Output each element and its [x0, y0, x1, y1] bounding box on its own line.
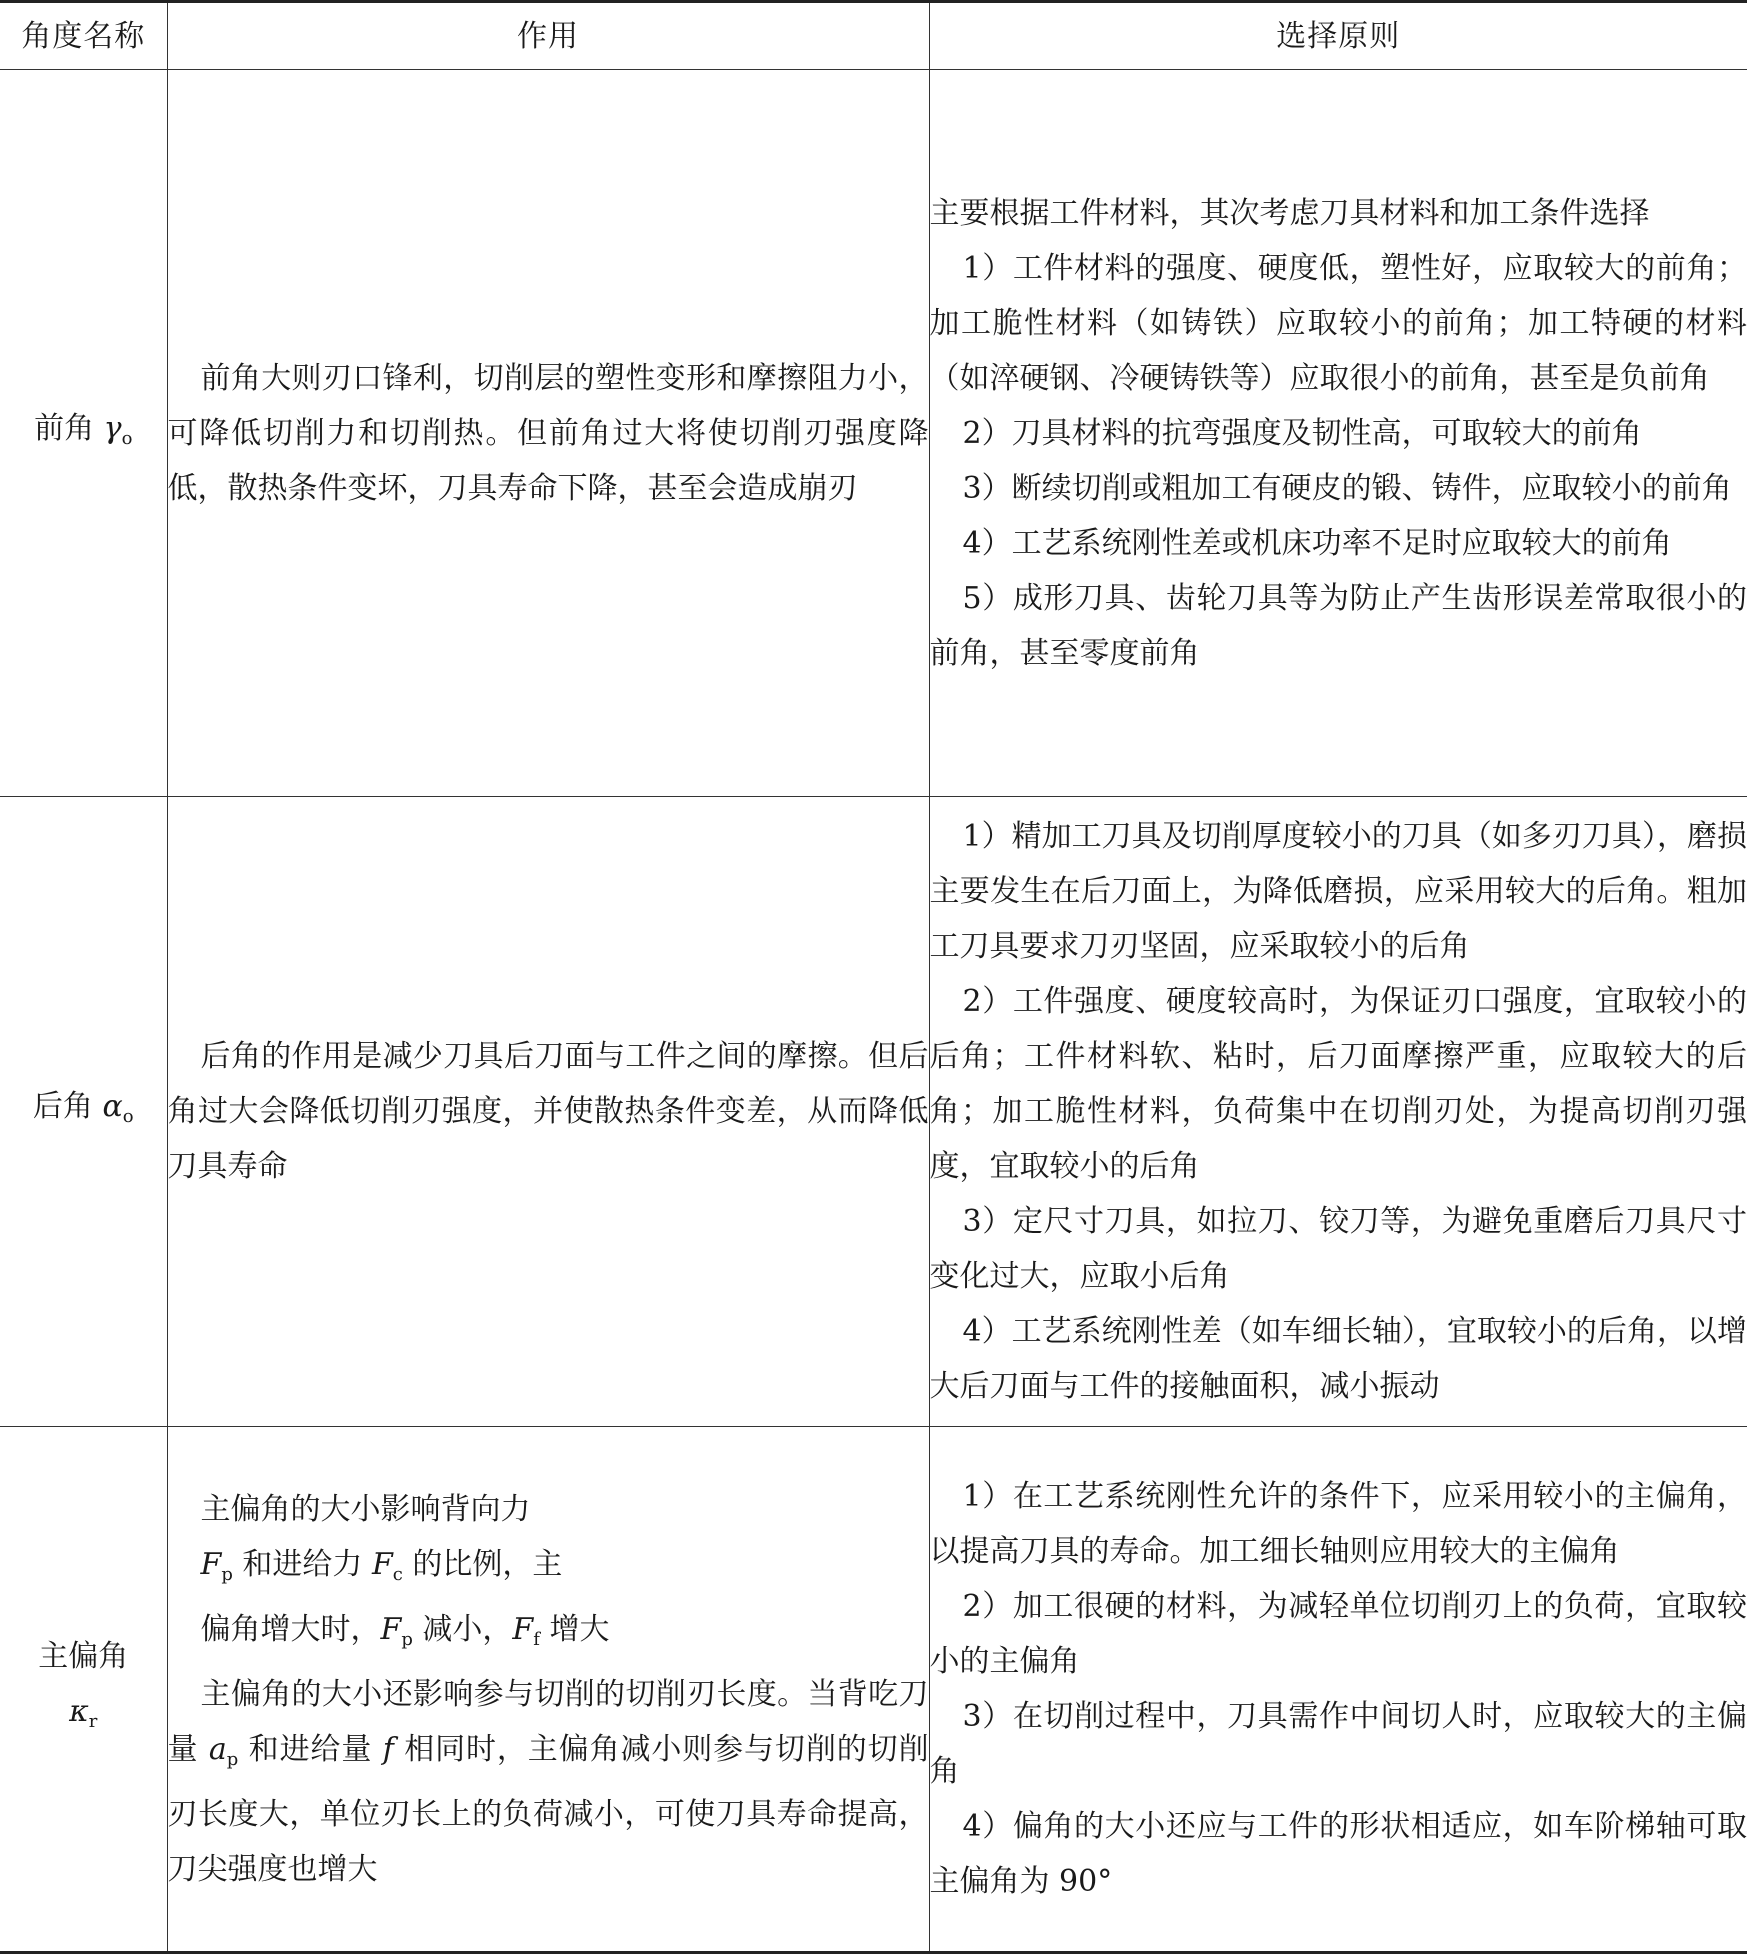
principle-item: 3）断续切削或粗加工有硬皮的锻、铸件，应取较小的前角 [930, 461, 1747, 516]
angle-name-text: 主偏角 [0, 1629, 167, 1684]
principle-item: 4）工艺系统刚性差或机床功率不足时应取较大的前角 [930, 516, 1747, 571]
angle-symbol: α [102, 1089, 122, 1124]
effect-fragment: 主偏角的大小还影响参与切削的切削刃长度。当背吃刀量 [168, 1677, 929, 1767]
effect-fragment: 偏角增大时， [201, 1612, 381, 1647]
force-subscript: f [533, 1629, 540, 1650]
principle-item: 主要根据工件材料，其次考虑刀具材料和加工条件选择 [930, 186, 1747, 241]
feed-symbol: f [383, 1732, 394, 1767]
principle-item: 3）定尺寸刀具，如拉刀、铰刀等，为避免重磨后刀具尺寸变化过大，应取小后角 [930, 1194, 1747, 1304]
table-row [0, 797, 1747, 1427]
principle-item: 5）成形刀具、齿轮刀具等为防止产生齿形误差常取很小的前角，甚至零度前角 [930, 571, 1747, 681]
principle-cell [929, 1427, 1747, 1953]
effect-fragment: 增大 [540, 1612, 610, 1647]
principle-item: 4）工艺系统刚性差（如车细长轴），宜取较小的后角，以增大后刀面与工件的接触面积，减小振动 [930, 1304, 1747, 1414]
effect-text [168, 1602, 929, 1667]
angle-name-text: 后角 [33, 1089, 93, 1124]
force-symbol: F [201, 1547, 222, 1582]
force-symbol: F [512, 1612, 533, 1647]
header-row [0, 2, 1747, 70]
table-row [0, 70, 1747, 797]
angle-symbol-subscript: r [89, 1711, 98, 1732]
angle-symbol: γ [104, 411, 122, 446]
principle-item: 1）精加工刀具及切削厚度较小的刀具（如多刃刀具），磨损主要发生在后刀面上，为降低磨损，应采用较大的后角。粗加工刀具要求刀刃坚固，应采取较小的后角 [930, 809, 1747, 974]
angle-name-cell [0, 70, 167, 797]
effect-fragment: 减小， [413, 1612, 513, 1647]
principle-item: 2）加工很硬的材料，为减轻单位切削刃上的负荷，宜取较小的主偏角 [930, 1579, 1747, 1689]
effect-fragment: 相同时，主偏角减小则参与切削的切削刃长度大，单位刃长上的负荷减小，可使刀具寿命提高，刀尖强度也增大 [168, 1732, 929, 1887]
angle-symbol-subscript: o [123, 1106, 134, 1127]
effect-cell [167, 1427, 929, 1953]
depth-subscript: p [227, 1749, 239, 1770]
header-principle: 选择原则 [929, 2, 1747, 70]
principle-item: 2）工件强度、硬度较高时，为保证刃口强度，宜取较小的后角；工件材料软、粘时，后刀面摩擦严重，应取较大的后角；加工脆性材料，负荷集中在切削刃处，为提高切削刃强度，宜取较小的后角 [930, 974, 1747, 1194]
principle-item: 3）在切削过程中，刀具需作中间切人时，应取较大的主偏角 [930, 1689, 1747, 1799]
effect-cell [167, 70, 929, 797]
effect-text: 前角大则刃口锋利，切削层的塑性变形和摩擦阻力小，可降低切削力和切削热。但前角过大将使切削刃强度降低，散热条件变坏，刀具寿命下降，甚至会造成崩刃 [168, 351, 929, 516]
principle-cell [929, 70, 1747, 797]
effect-text: 主偏角的大小影响背向力 [168, 1482, 929, 1537]
force-subscript: p [401, 1629, 413, 1650]
principle-item: 2）刀具材料的抗弯强度及韧性高，可取较大的前角 [930, 406, 1747, 461]
effect-text [168, 1537, 929, 1602]
force-subscript: p [221, 1564, 233, 1585]
angle-symbol-subscript: o [122, 428, 133, 449]
principle-item: 1）工件材料的强度、硬度低，塑性好，应取较大的前角；加工脆性材料（如铸铁）应取较小的前角；加工特硬的材料（如淬硬钢、冷硬铸铁等）应取很小的前角，甚至是负前角 [930, 241, 1747, 406]
angle-name-cell [0, 797, 167, 1427]
angle-name-text: 前角 [34, 411, 94, 446]
table-row [0, 1427, 1747, 1953]
principle-item: 4）偏角的大小还应与工件的形状相适应，如车阶梯轴可取主偏角为 90° [930, 1799, 1747, 1909]
effect-fragment: 和进给量 [238, 1732, 382, 1767]
effect-fragment: 和进给力 [233, 1547, 372, 1582]
depth-symbol: a [209, 1732, 227, 1767]
angle-name-cell [0, 1427, 167, 1953]
principle-cell [929, 797, 1747, 1427]
principle-item: 1）在工艺系统刚性允许的条件下，应采用较小的主偏角，以提高刀具的寿命。加工细长轴则应用较大的主偏角 [930, 1469, 1747, 1579]
force-symbol: F [381, 1612, 402, 1647]
header-angle-name: 角度名称 [0, 2, 167, 70]
effect-text [168, 1667, 929, 1897]
header-effect: 作用 [167, 2, 929, 70]
force-subscript: c [393, 1564, 403, 1585]
angle-symbol: κ [69, 1694, 89, 1729]
force-symbol: F [372, 1547, 393, 1582]
effect-fragment: 的比例，主 [403, 1547, 563, 1582]
effect-text: 后角的作用是减少刀具后刀面与工件之间的摩擦。但后角过大会降低切削刃强度，并使散热条件变差，从而降低刀具寿命 [168, 1029, 929, 1194]
effect-cell [167, 797, 929, 1427]
